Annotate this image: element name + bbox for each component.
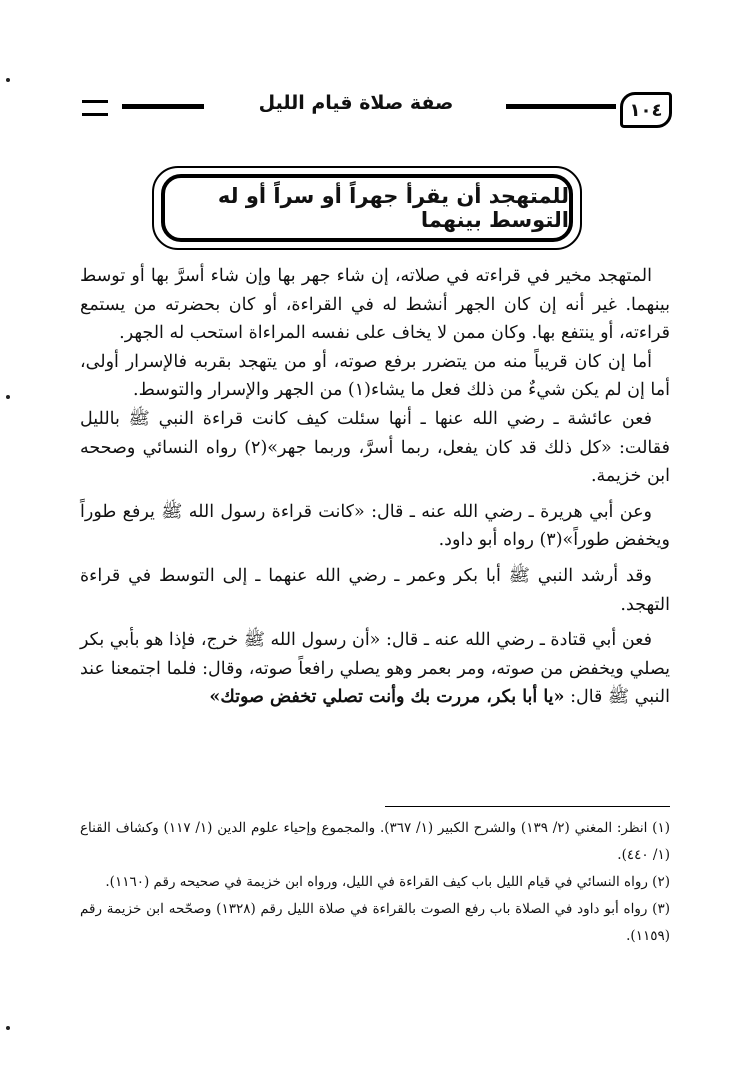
body-text (80, 262, 670, 712)
paragraph: وقد أرشد النبي ﷺ أبا بكر وعمر ـ رضي الله عنهما ـ إلى التوسط في قراءة التهجد. (80, 565, 670, 615)
margin-dot (6, 1026, 10, 1030)
paragraph: أما إن كان قريباً منه من يتضرر برفع صوته، أو من يتهجد بقربه فالإسرار أولى، أما إن لم يكن شيءٌ من ذلك فعل ما يشاء(١) من الجهر والإسرار والتوسط. (80, 351, 670, 401)
section-title: للمتهجد أن يقرأ جهراً أو سراً أو له التوسط بينهما (217, 184, 569, 232)
margin-dot (6, 78, 10, 82)
page-number: ١٠٤ (620, 92, 672, 128)
paragraph: فعن عائشة ـ رضي الله عنها ـ أنها سئلت كيف كانت قراءة النبي ﷺ بالليل فقالت: «كل ذلك قد كان يفعل، ربما أسرَّ، وربما جهر»(٢) رواه النسائي وصححه ابن خزيمة. (80, 408, 670, 487)
section-title-inner-frame (161, 174, 573, 242)
section-title-frame (152, 166, 582, 250)
footnotes (80, 815, 670, 950)
margin-dot (6, 395, 10, 399)
hadith-quote: «يا أبا بكر، مررت بك وأنت تصلي تخفض صوتك» (209, 687, 565, 708)
header-rule (506, 104, 616, 109)
header-rule (122, 104, 204, 109)
paragraph: المتهجد مخير في قراءته في صلاته، إن شاء جهر بها وإن شاء أسرَّ بها أو توسط بينهما. غير أنه إن كان الجهر أنشط له في القراءة، أو كان بحضرته من يستمع قراءته، أو ينتفع بها. وكان ممن لا يخاف على نفسه المراءاة استحب له الجهر. (80, 266, 670, 344)
running-header (82, 92, 672, 126)
footnote: (٣) رواه أبو داود في الصلاة باب رفع الصوت بالقراءة في صلاة الليل رقم (١٣٢٨) وصحّحه ابن خزيمة رقم (١١٥٩). (80, 901, 671, 944)
paragraph (80, 626, 670, 712)
footnote-separator (385, 806, 670, 807)
footnote: (١) انظر: المغني (٢/ ١٣٩) والشرح الكبير (١/ ٣٦٧). والمجموع وإحياء علوم الدين (١/ ١١٧) وكشاف القناع (١/ ٤٤٠). (80, 820, 670, 863)
paragraph: وعن أبي هريرة ـ رضي الله عنه ـ قال: «كانت قراءة رسول الله ﷺ يرفع طوراً ويخفض طوراً»(٣) رواه أبو داود. (80, 501, 670, 551)
header-ornament (82, 100, 108, 116)
running-title: صفة صلاة قيام الليل (258, 92, 454, 114)
paragraph-text: فعن أبي قتادة ـ رضي الله عنه ـ قال: «أن رسول الله ﷺ خرج، فإذا هو بأبي بكر يصلي ويخفض من صوته، ومر بعمر وهو يصلي رافعاً صوته، وقال: فلما اجتمعنا عند النبي ﷺ قال: (80, 630, 670, 708)
footnote: (٢) رواه النسائي في قيام الليل باب كيف القراءة في الليل، ورواه ابن خزيمة في صحيحه رقم (١١٦٠). (105, 874, 670, 890)
